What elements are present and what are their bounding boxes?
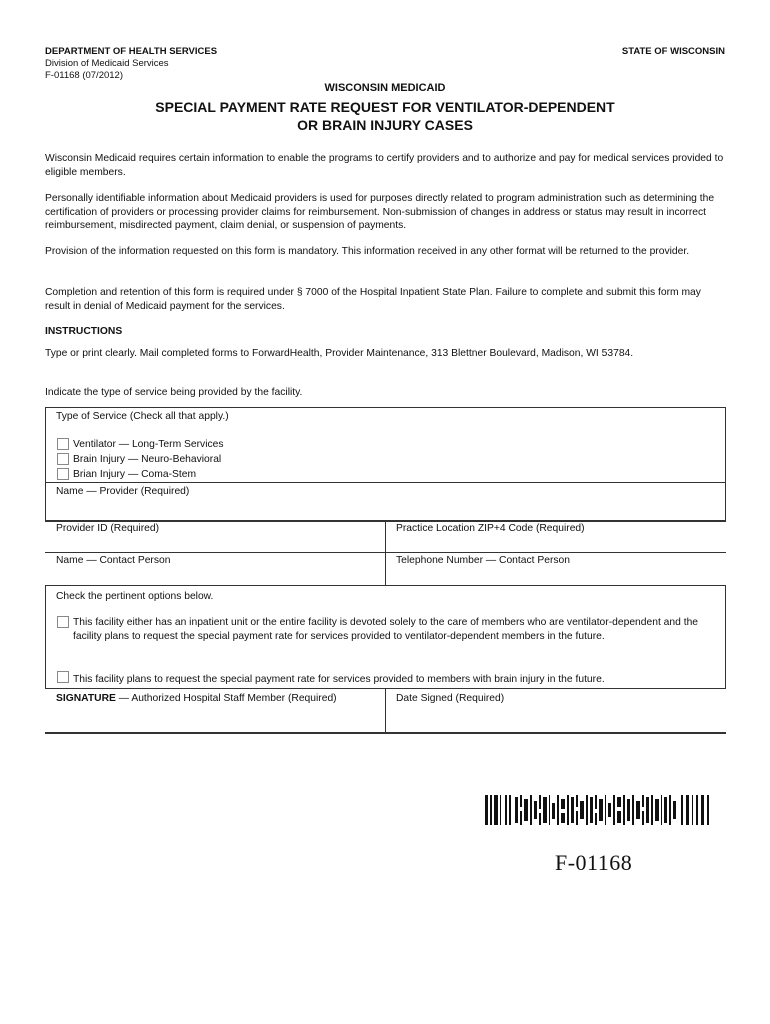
option-2-text: This facility plans to request the special payment rate for services provided to members with brain injury in the future.	[73, 674, 605, 685]
department-name: DEPARTMENT OF HEALTH SERVICES	[45, 46, 218, 57]
ventilator-checkbox[interactable]	[57, 438, 69, 450]
column-divider	[385, 521, 386, 585]
provider-name-label: Name — Provider (Required)	[56, 486, 190, 497]
coma-stem-checkbox[interactable]	[57, 468, 69, 480]
neuro-behavioral-checkbox[interactable]	[57, 453, 69, 465]
signature-rest-label: — Authorized Hospital Staff Member (Required)	[115, 693, 337, 704]
option-1-text: This facility either has an inpatient unit or the entire facility is devoted solely to the care of members who are ventilator-dependent and the facility plans to request the special payment rate for services provided to ventilator-dependent members in the future.	[73, 617, 699, 642]
ventilator-unit-checkbox[interactable]	[57, 616, 69, 628]
division-name: Division of Medicaid Services	[45, 58, 169, 69]
divider	[45, 482, 726, 483]
paragraph-3: Provision of the information requested on this form is mandatory. This information received in any other format will be returned to the provider.	[45, 246, 690, 257]
zip-label: Practice Location ZIP+4 Code (Required)	[396, 523, 585, 534]
title-line-2: OR BRAIN INJURY CASES	[297, 117, 473, 133]
instructions-text: Type or print clearly. Mail completed forms to ForwardHealth, Provider Maintenance, 313 Blettner Boulevard, Madison, WI 53784.	[45, 348, 634, 359]
date-signed-label: Date Signed (Required)	[396, 693, 505, 704]
contact-phone-label: Telephone Number — Contact Person	[396, 555, 570, 566]
state-name: STATE OF WISCONSIN	[621, 46, 725, 57]
header-left	[45, 46, 217, 82]
neuro-behavioral-option-label: Brain Injury — Neuro-Behavioral	[73, 454, 222, 465]
indicate-text: Indicate the type of service being provided by the facility.	[45, 387, 303, 398]
request-form	[45, 407, 725, 733]
provider-id-label: Provider ID (Required)	[56, 523, 160, 534]
bottom-border	[45, 732, 726, 734]
form-title	[0, 98, 770, 134]
paragraph-4: Completion and retention of this form is required under § 7000 of the Hospital Inpatient State Plan. Failure to complete and submit this form may result in denial of Medicaid payment for the services.	[45, 287, 701, 312]
signature-label	[56, 692, 337, 706]
instructions-heading: INSTRUCTIONS	[45, 326, 123, 337]
contact-name-label: Name — Contact Person	[56, 555, 171, 566]
signature-bold-label: SIGNATURE	[56, 693, 116, 704]
type-of-service-label: Type of Service (Check all that apply.)	[56, 411, 229, 422]
footer-form-number: F-01168	[555, 850, 633, 875]
program-subtitle: WISCONSIN MEDICAID	[324, 82, 446, 94]
ventilator-option-label: Ventilator — Long-Term Services	[73, 439, 224, 450]
column-divider	[385, 689, 386, 733]
title-line-1: SPECIAL PAYMENT RATE REQUEST FOR VENTILATOR-DEPENDENT	[155, 99, 615, 115]
divider	[45, 552, 726, 553]
paragraph-2: Personally identifiable information about Medicaid providers is used for purposes directly related to program administration such as determining the certification of providers or processing provider claims for reimbursement. Non-submission of changes in address or status may result in incorrect reimbursement, misdirected payment, claim denial, or suspension of payments.	[45, 193, 715, 231]
paragraph-1: Wisconsin Medicaid requires certain information to enable the programs to certify providers and to authorize and pay for medical services provided to eligible members.	[45, 153, 724, 178]
options-heading: Check the pertinent options below.	[56, 591, 214, 602]
barcode-image	[485, 795, 713, 825]
coma-stem-option-label: Brian Injury — Coma-Stem	[73, 469, 197, 480]
brain-injury-checkbox[interactable]	[57, 671, 69, 683]
form-id: F-01168 (07/2012)	[45, 70, 123, 81]
